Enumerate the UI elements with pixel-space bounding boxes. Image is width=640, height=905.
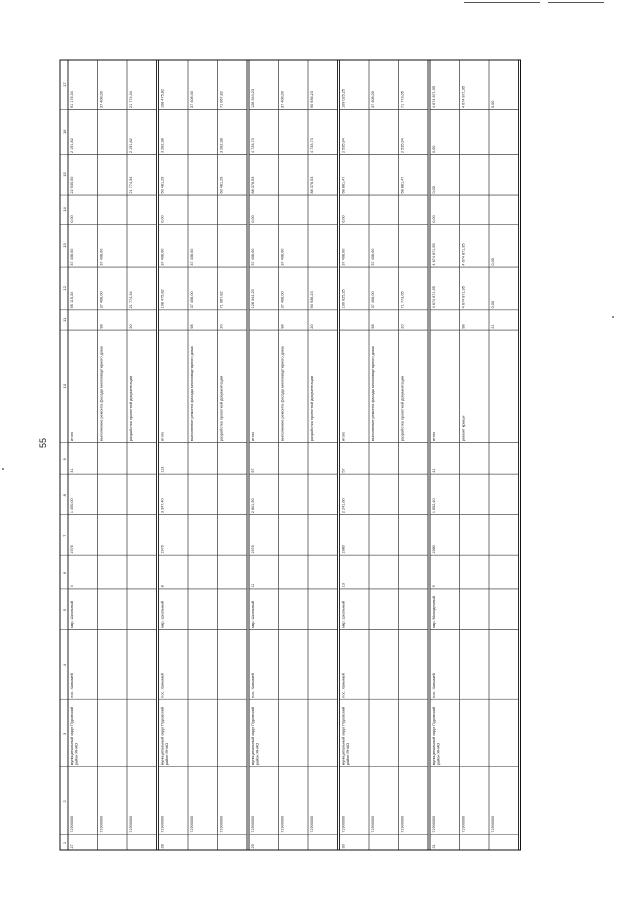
cell-text-code: 71900000 [251, 815, 255, 833]
table-cell [127, 589, 157, 630]
cell-text-code: 71900000 [219, 815, 224, 833]
table-cell [308, 834, 338, 850]
cell-text-n11: 98 [371, 324, 375, 329]
cell-text-street: мкр. Школьный [160, 601, 165, 628]
table-cell [249, 310, 279, 330]
cell-text-code: 71900000 [160, 815, 165, 833]
cell-text-muni: район ЯНАО [74, 742, 79, 766]
table-cell [308, 699, 338, 767]
cell-text-c15: 60 481,29 [160, 176, 165, 194]
cell-text-c16: 2 535,94 [400, 138, 405, 154]
cell-text-settlement: пос. Ханымей [341, 673, 346, 698]
cell-text-work: разработка проектной документации [310, 375, 314, 442]
header-number: 6 [62, 571, 67, 575]
table-cell [188, 443, 218, 475]
cell-text-amount: 109 025,25 [341, 289, 346, 309]
cell-text-c13: 37 408,00 [341, 248, 346, 266]
cell-text-year: 1976 [160, 545, 165, 554]
scan-artifact-line [548, 2, 604, 3]
cell-text-settlement: пос. Ханымей [70, 673, 74, 698]
cell-text-n11: 98 [99, 324, 104, 329]
capital-repair-table [60, 60, 495, 850]
cell-text-work: итого [432, 431, 436, 442]
cell-text-street: мкр. Школьный [70, 601, 74, 628]
table-cell [430, 330, 460, 443]
cell-text-work: разработка проектной документации [129, 375, 133, 442]
cell-text-c15: 68 881,47 [341, 176, 346, 194]
table-cell [188, 155, 218, 196]
cell-text-c13: 37 408,00 [99, 248, 104, 266]
table-cell [279, 474, 309, 515]
page-number: 55 [38, 437, 48, 448]
cell-text-c13: 37 408,00 [280, 248, 285, 266]
cell-text-settlement: пос. Ханымей [251, 673, 255, 698]
header-number: 8 [62, 494, 67, 497]
cell-text-amount: 95 115,34 [70, 291, 74, 309]
cell-text-code: 71900000 [70, 815, 74, 833]
table-cell [218, 474, 248, 515]
table-cell [279, 443, 309, 475]
cell-text-c17: 37 408,00 [99, 91, 104, 109]
cell-text-code: 71900000 [190, 815, 194, 833]
cell-text-muni: муниципальный округ Пуровский [70, 707, 74, 766]
cell-text-c9: 97 [251, 468, 255, 473]
table-cell [430, 310, 460, 330]
table-cell [98, 155, 128, 196]
table-cell [460, 155, 490, 196]
cell-text-n11: 20 [400, 324, 405, 329]
header-number: 14 [62, 207, 67, 212]
table-cell [369, 834, 399, 850]
table-cell [308, 629, 338, 699]
table-cell [218, 195, 248, 224]
table-cell [399, 195, 429, 224]
cell-text-amount: 4 674 871,95 [432, 286, 436, 309]
table-cell [127, 195, 157, 224]
table-cell [159, 555, 189, 589]
cell-text-code: 71900000 [99, 815, 104, 833]
table-cell [460, 589, 490, 630]
cell-text-c17: 71 773,05 [400, 91, 405, 109]
table-cell [460, 555, 490, 589]
cell-text-street: мкр. Школьный [341, 601, 346, 628]
cell-text-c13: 0,00 [491, 258, 495, 266]
table-cell [68, 310, 98, 330]
table-cell [188, 555, 218, 589]
cell-text-c14: 0,00 [160, 215, 165, 223]
cell-text-c17: 108 475,82 [160, 89, 165, 109]
cell-text-work: итого [160, 431, 165, 442]
cell-text-c17: 4 674 871,95 [461, 85, 466, 109]
cell-text-area: 3 347,40 [160, 498, 165, 514]
table-cell [308, 443, 338, 475]
table-cell [369, 629, 399, 699]
table-cell [369, 443, 399, 475]
header-number: 2 [62, 800, 67, 803]
table-cell [308, 589, 338, 630]
cell-text-c13: 4 674 871,95 [432, 243, 436, 266]
table-cell [218, 443, 248, 475]
table-cell [460, 110, 490, 155]
table-cell [218, 834, 248, 850]
cell-text-c17: 37 408,00 [371, 91, 375, 109]
table-cell [369, 699, 399, 767]
table-svg [60, 60, 495, 850]
table-cell [489, 555, 519, 589]
table-cell [159, 330, 189, 443]
table-cell [98, 515, 128, 556]
table-cell [399, 629, 429, 699]
cell-text-label: 30 [341, 844, 346, 849]
cell-text-c14: 0,00 [432, 215, 436, 223]
table-cell [98, 699, 128, 767]
table-cell [489, 474, 519, 515]
table-cell [489, 699, 519, 767]
cell-text-c15: 60 481,29 [219, 176, 224, 194]
cell-text-c16: 4 733,73 [310, 138, 314, 154]
table-cell [340, 330, 370, 443]
table-cell [218, 589, 248, 630]
table-cell [399, 224, 429, 267]
table-cell [188, 699, 218, 767]
cell-text-amount: 71 773,05 [400, 291, 405, 309]
table-cell [308, 474, 338, 515]
cell-text-code: 71900000 [280, 815, 285, 833]
table-cell [279, 589, 309, 630]
cell-text-area: 1 652,40 [432, 498, 436, 514]
cell-text-label: 29 [251, 844, 255, 849]
table-cell [127, 629, 157, 699]
table-cell [218, 629, 248, 699]
cell-text-c9: 41 [70, 468, 74, 473]
cell-text-c15: 68 881,47 [400, 176, 405, 194]
header-strip [60, 60, 68, 850]
table-cell [127, 443, 157, 475]
table-cell [369, 555, 399, 589]
cell-text-c13: 37 408,00 [371, 248, 375, 266]
cell-text-c13: 37 408,00 [190, 248, 194, 266]
header-number: 13 [62, 243, 67, 248]
table-row-group [68, 60, 157, 850]
cell-text-c15: 0,00 [432, 186, 436, 194]
table-cell [340, 310, 370, 330]
table-cell [489, 443, 519, 475]
table-cell [188, 515, 218, 556]
cell-text-c9: 57 [341, 468, 346, 473]
cell-text-c13: 37 408,00 [70, 248, 74, 266]
table-cell [68, 330, 98, 443]
cell-text-muni: район ЯНАО [345, 742, 350, 766]
scan-artifact-dot [2, 468, 4, 470]
table-cell [188, 110, 218, 155]
header-number: 15 [62, 172, 67, 177]
cell-text-year: 1976 [251, 545, 255, 554]
cell-text-work: итого [70, 431, 74, 442]
table-cell [188, 589, 218, 630]
cell-text-c15: 21 774,34 [129, 176, 133, 194]
cell-text-c9: 113 [160, 466, 165, 473]
table-cell [68, 555, 98, 589]
header-number: 3 [62, 732, 67, 735]
table-row-group [430, 60, 519, 850]
header-number: 5 [62, 608, 67, 612]
table-cell [308, 515, 338, 556]
table-cell [399, 589, 429, 630]
cell-text-c16: 3 282,38 [219, 138, 224, 154]
cell-text-c15: 22 930,00 [70, 176, 74, 194]
header-number: 17 [62, 82, 67, 87]
cell-text-house: 13 [341, 583, 346, 588]
table-cell [127, 834, 157, 850]
cell-text-label: 28 [160, 844, 165, 849]
table-cell [308, 555, 338, 589]
table-cell [399, 443, 429, 475]
table-cell [399, 515, 429, 556]
cell-text-c17: 128 344,23 [251, 89, 255, 109]
table-cell [489, 195, 519, 224]
cell-text-work: выполнение ремонта фасада многоквартирного дома [190, 346, 194, 442]
cell-text-settlement: пос. Ханымей [432, 673, 436, 698]
cell-text-house: 8 [160, 585, 165, 588]
table-cell [489, 589, 519, 630]
cell-text-amount: 37 408,00 [190, 291, 194, 309]
table-cell [159, 310, 189, 330]
cell-text-area: 2 241,60 [341, 498, 346, 514]
cell-text-amount: 37 408,00 [280, 291, 285, 309]
cell-text-c14: 0,00 [251, 215, 255, 223]
table-cell [489, 629, 519, 699]
table-cell [279, 834, 309, 850]
cell-text-amount: 37 408,00 [99, 291, 104, 309]
table-cell [279, 515, 309, 556]
cell-text-n11: 98 [280, 324, 285, 329]
cell-text-amount: 37 408,00 [371, 291, 375, 309]
table-cell [279, 155, 309, 196]
table-cell [399, 474, 429, 515]
table-row-group [159, 60, 248, 850]
table-cell [218, 699, 248, 767]
table-cell [430, 555, 460, 589]
table-cell [127, 474, 157, 515]
table-cell [369, 110, 399, 155]
cell-text-year: 1980 [432, 545, 436, 554]
table-cell [460, 515, 490, 556]
table-cell [127, 699, 157, 767]
cell-text-code: 71900000 [461, 815, 466, 833]
cell-text-work: разработка проектной документации [400, 375, 405, 442]
cell-text-code: 71900000 [432, 815, 436, 833]
table-cell [460, 699, 490, 767]
cell-text-year: 1976 [70, 545, 74, 554]
table-cell [188, 834, 218, 850]
table-cell [127, 515, 157, 556]
cell-text-street: мкр. Школьный [251, 601, 255, 628]
cell-text-c13: 37 408,00 [251, 248, 255, 266]
cell-text-c17: 4 674 871,95 [432, 85, 436, 109]
header-number: 10 [62, 383, 67, 389]
cell-text-c9: 41 [432, 468, 436, 473]
cell-text-c17: 0,00 [491, 100, 495, 109]
table-cell [308, 224, 338, 267]
table-cell [460, 443, 490, 475]
table-cell [369, 195, 399, 224]
cell-text-c15: 88 376,53 [251, 176, 255, 194]
cell-text-code: 71900000 [310, 815, 314, 833]
table-cell [369, 515, 399, 556]
table-cell [399, 699, 429, 767]
table-cell [218, 555, 248, 589]
header-number: 7 [62, 534, 67, 537]
table-cell [98, 629, 128, 699]
cell-text-label: 31 [432, 844, 436, 849]
cell-text-muni: муниципальный округ Пуровский [432, 707, 436, 766]
cell-text-amount: 71 067,82 [219, 291, 224, 309]
cell-text-code: 71900000 [400, 815, 405, 833]
table-cell [460, 629, 490, 699]
cell-text-muni: район ЯНАО [255, 742, 260, 766]
cell-text-work: разработка проектной документации [219, 375, 224, 442]
table-cell [489, 515, 519, 556]
cell-text-house: 4 [70, 585, 74, 588]
table-cell [98, 195, 128, 224]
cell-text-muni: район ЯНАО [164, 742, 169, 766]
cell-text-c17: 37 408,00 [190, 91, 194, 109]
cell-text-c16: 2 535,94 [341, 138, 346, 154]
cell-text-area: 2 801,90 [251, 498, 255, 514]
table-cell [218, 515, 248, 556]
table-cell [127, 555, 157, 589]
cell-text-work: ремонт крыши [461, 415, 466, 442]
cell-text-c17: 91 176,34 [70, 91, 74, 109]
table-cell [369, 155, 399, 196]
table-row-group [249, 60, 338, 850]
table-cell [460, 195, 490, 224]
scan-artifact-dot [612, 316, 614, 318]
table-cell [279, 110, 309, 155]
table-cell [279, 629, 309, 699]
cell-text-code: 71900000 [129, 815, 133, 833]
cell-text-house: 11 [251, 583, 255, 588]
cell-text-c13: 37 408,00 [160, 248, 165, 266]
cell-text-muni: муниципальный округ Пуровский [160, 707, 165, 766]
cell-text-label: 27 [70, 844, 74, 849]
cell-text-n11: 20 [219, 324, 224, 329]
cell-text-area: 1 450,00 [70, 498, 74, 514]
cell-text-work: выполнение ремонта фасада многоквартирного дома [371, 346, 375, 442]
table-cell [188, 195, 218, 224]
table-cell [188, 474, 218, 515]
cell-text-amount: 128 344,23 [251, 289, 255, 309]
header-number: 4 [62, 664, 67, 667]
table-cell [308, 195, 338, 224]
cell-text-work: итого [251, 431, 255, 442]
table-cell [489, 834, 519, 850]
cell-text-c16: 2 191,82 [70, 138, 74, 154]
cell-text-c16: 0,00 [432, 145, 436, 154]
table-cell [218, 224, 248, 267]
table-cell [489, 110, 519, 155]
table-cell [98, 474, 128, 515]
table-cell [98, 834, 128, 850]
table-cell [279, 555, 309, 589]
cell-text-c17: 90 936,23 [310, 91, 314, 109]
cell-text-amount: 0,00 [491, 300, 495, 309]
cell-text-settlement: пос. Ханымей [160, 673, 165, 698]
cell-text-c13: 4 674 871,95 [461, 243, 466, 266]
cell-text-muni: район ЯНАО [436, 742, 441, 766]
table-cell [98, 443, 128, 475]
table-cell [460, 474, 490, 515]
cell-text-c14: 0,00 [70, 215, 74, 223]
table-cell [279, 699, 309, 767]
cell-text-n11: 20 [310, 324, 314, 329]
header-number: 9 [62, 458, 67, 461]
cell-text-n11: 20 [129, 324, 133, 329]
cell-text-c16: 3 282,38 [160, 138, 165, 154]
cell-text-c17: 109 025,25 [341, 89, 346, 109]
cell-text-amount: 108 475,82 [160, 289, 165, 309]
cell-text-n11: 98 [190, 324, 194, 329]
cell-text-code: 71900000 [371, 815, 375, 833]
header-number: 16 [62, 129, 67, 135]
table-cell [249, 330, 279, 443]
table-cell [369, 474, 399, 515]
table-cell [127, 224, 157, 267]
cell-text-muni: муниципальный округ Пуровский [251, 707, 255, 766]
cell-text-year: 1980 [341, 545, 346, 554]
cell-text-amount: 21 774,34 [129, 291, 133, 309]
cell-text-amount: 4 674 871,95 [461, 286, 466, 309]
cell-text-work: итого [341, 431, 346, 442]
table-cell [399, 834, 429, 850]
scan-artifact-line [464, 2, 540, 3]
table-cell [489, 155, 519, 196]
cell-text-c15: 88 376,53 [310, 176, 314, 194]
table-cell [98, 110, 128, 155]
table-row-group [340, 60, 429, 850]
table-cell [188, 629, 218, 699]
cell-text-n11: 98 [461, 324, 466, 329]
cell-text-code: 71900000 [491, 815, 495, 833]
header-number: 11 [62, 317, 67, 322]
cell-text-c16: 4 733,73 [251, 138, 255, 154]
cell-text-house: 9 [432, 585, 436, 588]
cell-text-code: 71900000 [341, 815, 346, 833]
cell-text-muni: муниципальный округ Пуровский [341, 707, 346, 766]
cell-text-c17: 21 774,34 [129, 91, 133, 109]
table-cell [98, 555, 128, 589]
cell-text-work: выполнение ремонта фасада многоквартирного дома [99, 346, 104, 442]
table-cell [279, 195, 309, 224]
header-number: 1 [62, 841, 67, 845]
cell-text-n11: 21 [491, 324, 495, 329]
cell-text-work: выполнение ремонта фасада многоквартирного дома [280, 346, 285, 442]
table-cell [399, 555, 429, 589]
table-cell [369, 589, 399, 630]
cell-text-c17: 37 408,00 [280, 91, 285, 109]
cell-text-c16: 2 191,82 [129, 138, 133, 154]
cell-text-amount: 90 936,23 [310, 291, 314, 309]
cell-text-c14: 0,00 [341, 215, 346, 223]
table-cell [489, 330, 519, 443]
header-number: 12 [62, 285, 67, 291]
table-cell [460, 834, 490, 850]
cell-text-street: мкр. Молодежный [432, 596, 436, 628]
table-cell [98, 589, 128, 630]
cell-text-c17: 71 067,82 [219, 91, 224, 109]
